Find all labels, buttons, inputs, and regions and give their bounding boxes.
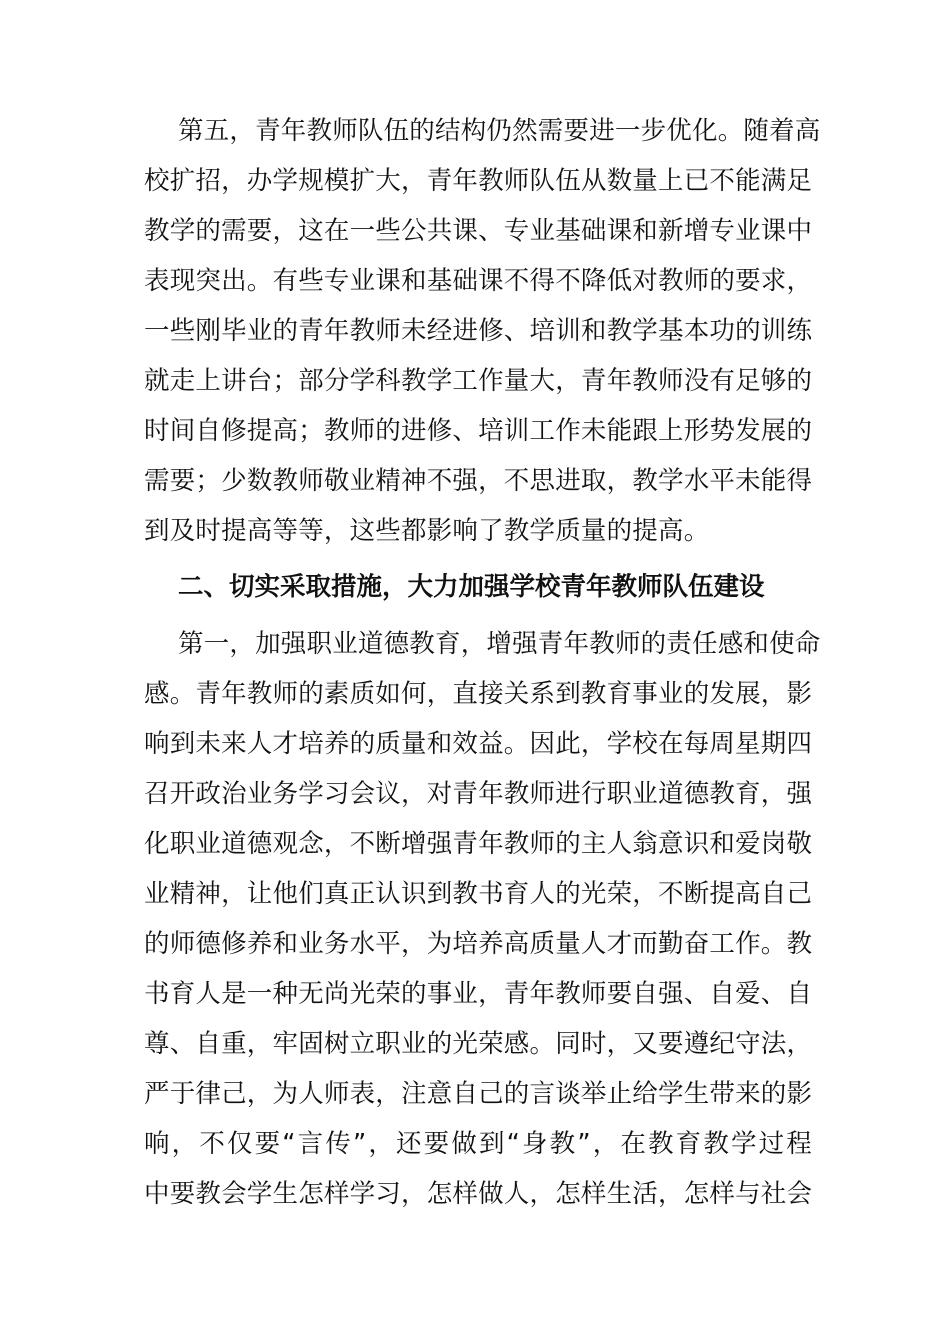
paragraph-1-line: 化职业道德观念，不断增强青年教师的主人翁意识和爱岗敬: [144, 829, 813, 859]
paragraph-5-line: 到及时提高等等，这些都影响了教学质量的提高。: [144, 516, 710, 546]
paragraph-1-line: 严于律己，为人师表，注意自己的言谈举止给学生带来的影: [144, 1079, 813, 1109]
paragraph-1-line: 中要教会学生怎样学习，怎样做人，怎样生活，怎样与社会: [144, 1179, 813, 1209]
paragraph-5-line: 校扩招，办学规模扩大，青年教师队伍从数量上已不能满足: [144, 166, 813, 196]
paragraph-1-line: 感。青年教师的素质如何，直接关系到教育事业的发展，影: [144, 679, 813, 709]
paragraph-5-line: 时间自修提高；教师的进修、培训工作未能跟上形势发展的: [144, 416, 813, 446]
paragraph-1-line: 尊、自重，牢固树立职业的光荣感。同时，又要遵纪守法，: [144, 1029, 813, 1059]
paragraph-5-line: 需要；少数教师敬业精神不强，不思进取，教学水平未能得: [144, 466, 813, 496]
paragraph-5-line: 教学的需要，这在一些公共课、专业基础课和新增专业课中: [144, 216, 813, 246]
paragraph-5-line: 就走上讲台；部分学科教学工作量大，青年教师没有足够的: [144, 366, 813, 396]
paragraph-1-line: 书育人是一种无尚光荣的事业，青年教师要自强、自爱、自: [144, 979, 813, 1009]
paragraph-5-line: 一些刚毕业的青年教师未经进修、培训和教学基本功的训练: [144, 316, 813, 346]
paragraph-1-line: 业精神，让他们真正认识到教书育人的光荣，不断提高自己: [144, 879, 813, 909]
section-heading: 二、切实采取措施，大力加强学校青年教师队伍建设: [178, 572, 765, 602]
paragraph-1-line: 第一，加强职业道德教育，增强青年教师的责任感和使命: [178, 629, 821, 659]
paragraph-1-line: 响，不仅要“言传”，还要做到“身教”，在教育教学过程: [144, 1129, 812, 1159]
paragraph-1-line: 召开政治业务学习会议，对青年教师进行职业道德教育，强: [144, 779, 813, 809]
paragraph-5-line: 第五，青年教师队伍的结构仍然需要进一步优化。随着高: [178, 116, 821, 146]
paragraph-5-line: 表现突出。有些专业课和基础课不得不降低对教师的要求，: [144, 266, 813, 296]
paragraph-1-line: 响到未来人才培养的质量和效益。因此，学校在每周星期四: [144, 729, 813, 759]
paragraph-1-line: 的师德修养和业务水平，为培养高质量人才而勤奋工作。教: [144, 929, 813, 959]
